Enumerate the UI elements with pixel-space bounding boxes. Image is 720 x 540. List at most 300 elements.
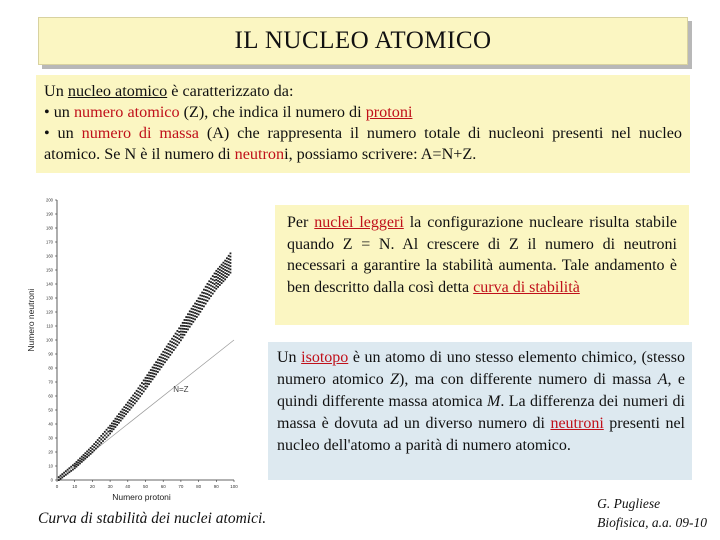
stable-nucleus-point bbox=[215, 285, 217, 287]
y-tick-label: 140 bbox=[46, 281, 53, 287]
stable-nucleus-point bbox=[76, 463, 78, 465]
stable-nucleus-point bbox=[189, 317, 191, 319]
stable-nucleus-point bbox=[215, 282, 217, 284]
footer bbox=[597, 494, 707, 532]
isotope-note-box bbox=[268, 342, 692, 480]
stable-nucleus-point bbox=[180, 334, 182, 336]
stable-nucleus-point bbox=[120, 414, 122, 416]
stable-nucleus-point bbox=[81, 461, 83, 463]
stable-nucleus-point bbox=[84, 458, 86, 460]
stable-nucleus-point bbox=[164, 352, 166, 354]
stable-nucleus-point bbox=[146, 383, 148, 385]
stable-nucleus-point bbox=[120, 420, 122, 422]
stable-nucleus-point bbox=[77, 464, 79, 466]
stable-nucleus-point bbox=[210, 288, 212, 290]
stable-nucleus-point bbox=[130, 407, 132, 409]
stable-nucleus-point bbox=[92, 445, 94, 447]
stable-nucleus-point bbox=[171, 345, 173, 347]
stable-nucleus-point bbox=[207, 293, 209, 295]
stable-nucleus-point bbox=[173, 335, 175, 337]
stable-nucleus-point bbox=[212, 279, 214, 281]
stable-nucleus-point bbox=[143, 391, 145, 393]
stable-nucleus-point bbox=[207, 300, 209, 302]
stable-nucleus-point bbox=[192, 318, 194, 320]
stable-nucleus-point bbox=[168, 350, 170, 352]
stable-nucleus-point bbox=[132, 405, 134, 407]
stable-nucleus-point bbox=[97, 439, 99, 441]
stable-nucleus-point bbox=[199, 311, 201, 313]
stability-chart-svg bbox=[22, 190, 244, 506]
stable-nucleus-point bbox=[123, 406, 125, 408]
stable-nucleus-point bbox=[184, 322, 186, 324]
stable-nucleus-point bbox=[77, 462, 79, 464]
stable-nucleus-point bbox=[185, 331, 187, 333]
stable-nucleus-point bbox=[125, 413, 127, 415]
y-tick-label: 120 bbox=[46, 309, 53, 315]
stable-nucleus-point bbox=[169, 344, 171, 346]
stable-nucleus-point bbox=[205, 296, 207, 298]
stable-nucleus-point bbox=[226, 264, 228, 266]
stable-nucleus-point bbox=[132, 401, 134, 403]
stable-nucleus-point bbox=[99, 437, 101, 439]
text: Per bbox=[287, 214, 315, 231]
stable-nucleus-point bbox=[201, 292, 203, 294]
stable-nucleus-point bbox=[129, 406, 131, 408]
stable-nucleus-point bbox=[130, 397, 132, 399]
stable-nucleus-point bbox=[79, 458, 81, 460]
stable-nucleus-point bbox=[222, 271, 224, 273]
stable-nucleus-point bbox=[212, 275, 214, 277]
stable-nucleus-point bbox=[199, 304, 201, 306]
stable-nucleus-point bbox=[221, 264, 223, 266]
stable-nucleus-point bbox=[109, 433, 111, 435]
stable-nucleus-point bbox=[159, 362, 161, 364]
stable-nucleus-point bbox=[157, 365, 159, 367]
stable-nucleus-point bbox=[169, 340, 171, 342]
stable-nucleus-point bbox=[109, 430, 111, 432]
stable-nucleus-point bbox=[161, 353, 163, 355]
stable-nucleus-point bbox=[68, 471, 70, 473]
symbol-m: M bbox=[487, 393, 501, 410]
stable-nucleus-point bbox=[199, 301, 201, 303]
stable-nucleus-point bbox=[74, 467, 76, 469]
y-tick-label: 80 bbox=[48, 365, 53, 371]
stable-nucleus-point bbox=[150, 375, 152, 377]
stable-nucleus-point bbox=[109, 427, 111, 429]
stable-nucleus-point bbox=[161, 357, 163, 359]
stable-nucleus-point bbox=[118, 419, 120, 421]
x-tick-label: 80 bbox=[196, 484, 202, 489]
stable-nucleus-point bbox=[191, 311, 193, 313]
stable-nucleus-point bbox=[194, 303, 196, 305]
stable-nucleus-point bbox=[93, 443, 95, 445]
stable-nucleus-point bbox=[194, 312, 196, 314]
stable-nucleus-point bbox=[86, 453, 88, 455]
stable-nucleus-point bbox=[201, 305, 203, 307]
stable-nucleus-point bbox=[222, 268, 224, 270]
stable-nucleus-point bbox=[70, 466, 72, 468]
stable-nucleus-point bbox=[139, 395, 141, 397]
stable-nucleus-point bbox=[182, 331, 184, 333]
stable-nucleus-point bbox=[191, 320, 193, 322]
stable-nucleus-point bbox=[136, 390, 138, 392]
term-neutroni-isotope: neutroni bbox=[550, 415, 604, 432]
stable-nucleus-point bbox=[175, 336, 177, 338]
x-tick-label: 30 bbox=[107, 484, 113, 489]
reference-line-label: N=Z bbox=[173, 385, 189, 394]
stable-nucleus-point bbox=[63, 475, 65, 477]
stable-nucleus-point bbox=[208, 280, 210, 282]
stable-nucleus-point bbox=[196, 316, 198, 318]
stable-nucleus-point bbox=[130, 400, 132, 402]
stable-nucleus-point bbox=[222, 265, 224, 267]
stable-nucleus-point bbox=[198, 304, 200, 306]
y-tick-label: 40 bbox=[48, 421, 53, 427]
stable-nucleus-point bbox=[123, 412, 125, 414]
stable-nucleus-point bbox=[230, 269, 232, 271]
stable-nucleus-point bbox=[178, 335, 180, 337]
stable-nucleus-point bbox=[189, 320, 191, 322]
stable-nucleus-point bbox=[217, 271, 219, 273]
stable-nucleus-point bbox=[83, 457, 85, 459]
stable-nucleus-point bbox=[226, 270, 228, 272]
stable-nucleus-point bbox=[208, 287, 210, 289]
page-title: IL NUCLEO ATOMICO bbox=[234, 27, 492, 54]
stable-nucleus-point bbox=[60, 475, 62, 477]
stable-nucleus-point bbox=[138, 398, 140, 400]
y-tick-label: 160 bbox=[46, 253, 53, 259]
chart-caption: Curva di stabilità dei nuclei atomici. bbox=[38, 510, 267, 527]
stable-nucleus-point bbox=[187, 322, 189, 324]
stable-nucleus-point bbox=[221, 270, 223, 272]
stable-nucleus-point bbox=[127, 405, 129, 407]
stable-nucleus-point bbox=[145, 380, 147, 382]
stable-nucleus-point bbox=[148, 383, 150, 385]
stable-nucleus-point bbox=[171, 348, 173, 350]
stable-nucleus-point bbox=[111, 422, 113, 424]
stable-nucleus-point bbox=[192, 315, 194, 317]
y-tick-label: 90 bbox=[48, 351, 53, 357]
stable-nucleus-point bbox=[153, 373, 155, 375]
stable-nucleus-point bbox=[194, 318, 196, 320]
stable-nucleus-point bbox=[97, 442, 99, 444]
text: è caratterizzato da: bbox=[167, 82, 294, 100]
x-tick-label: 90 bbox=[213, 484, 219, 489]
stable-nucleus-point bbox=[143, 383, 145, 385]
stable-nucleus-point bbox=[191, 308, 193, 310]
intro-line-1 bbox=[44, 81, 682, 102]
stable-nucleus-point bbox=[90, 450, 92, 452]
stable-nucleus-point bbox=[217, 286, 219, 288]
stable-nucleus-point bbox=[136, 400, 138, 402]
stable-nucleus-point bbox=[107, 427, 109, 429]
stable-nucleus-point bbox=[228, 268, 230, 270]
stable-nucleus-point bbox=[169, 351, 171, 353]
stable-nucleus-point bbox=[157, 359, 159, 361]
stable-nucleus-point bbox=[155, 370, 157, 372]
stable-nucleus-point bbox=[129, 402, 131, 404]
stable-nucleus-point bbox=[196, 300, 198, 302]
stable-nucleus-point bbox=[212, 289, 214, 291]
stable-nucleus-point bbox=[104, 431, 106, 433]
stable-nucleus-point bbox=[148, 375, 150, 377]
stable-nucleus-point bbox=[60, 478, 62, 480]
stable-nucleus-point bbox=[196, 303, 198, 305]
text: • un bbox=[44, 103, 74, 121]
stable-nucleus-point bbox=[68, 467, 70, 469]
stable-nucleus-point bbox=[122, 412, 124, 414]
term-neutroni: neutron bbox=[234, 145, 285, 163]
stable-nucleus-point bbox=[146, 380, 148, 382]
stable-nucleus-point bbox=[168, 353, 170, 355]
stable-nucleus-point bbox=[138, 387, 140, 389]
stable-nucleus-point bbox=[219, 269, 221, 271]
stable-nucleus-point bbox=[187, 316, 189, 318]
stable-nucleus-point bbox=[228, 264, 230, 266]
stable-nucleus-point bbox=[196, 310, 198, 312]
stable-nucleus-point bbox=[180, 339, 182, 341]
stable-nucleus-point bbox=[79, 460, 81, 462]
stable-nucleus-point bbox=[113, 420, 115, 422]
stable-nucleus-point bbox=[182, 322, 184, 324]
stable-nucleus-point bbox=[116, 424, 118, 426]
stable-nucleus-point bbox=[176, 341, 178, 343]
stable-nucleus-point bbox=[153, 376, 155, 378]
x-tick-label: 50 bbox=[142, 484, 149, 489]
stable-nucleus-point bbox=[205, 286, 207, 288]
stable-nucleus-point bbox=[212, 282, 214, 284]
stable-nucleus-point bbox=[175, 347, 177, 349]
stable-nucleus-point bbox=[115, 418, 117, 420]
stable-nucleus-point bbox=[155, 367, 157, 369]
stable-nucleus-point bbox=[184, 334, 186, 336]
stable-nucleus-point bbox=[162, 364, 164, 366]
stable-nucleus-point bbox=[230, 262, 232, 264]
stable-nucleus-point bbox=[95, 448, 97, 450]
stable-nucleus-point bbox=[215, 270, 217, 272]
stable-nucleus-point bbox=[191, 323, 193, 325]
stable-nucleus-point bbox=[159, 369, 161, 371]
stable-nucleus-point bbox=[198, 297, 200, 299]
stable-nucleus-point bbox=[182, 337, 184, 339]
stable-nucleus-point bbox=[134, 399, 136, 401]
stable-nucleus-point bbox=[226, 273, 228, 275]
stable-nucleus-point bbox=[159, 356, 161, 358]
stable-nucleus-point bbox=[210, 295, 212, 297]
stable-nucleus-point bbox=[164, 361, 166, 363]
stable-nucleus-point bbox=[175, 333, 177, 335]
stable-nucleus-point bbox=[152, 378, 154, 380]
stable-nucleus-point bbox=[125, 404, 127, 406]
stable-nucleus-point bbox=[150, 372, 152, 374]
stable-nucleus-point bbox=[72, 464, 74, 466]
stable-nucleus-point bbox=[203, 289, 205, 291]
stable-nucleus-point bbox=[93, 450, 95, 452]
stable-nucleus-point bbox=[145, 383, 147, 385]
stable-nucleus-point bbox=[164, 355, 166, 357]
stable-nucleus-point bbox=[203, 292, 205, 294]
stable-nucleus-point bbox=[219, 278, 221, 280]
stable-nucleus-point bbox=[136, 397, 138, 399]
stable-nucleus-point bbox=[143, 380, 145, 382]
text: la configurazione nucleare risulta stabile quando Z = N. Al crescere di Z il numero di neutroni necessari a garantire la stabilità aumenta. Tale andamento è ben descritto dalla così detta bbox=[287, 214, 678, 296]
stable-nucleus-point bbox=[230, 265, 232, 267]
stable-nucleus-point bbox=[178, 338, 180, 340]
stable-nucleus-point bbox=[88, 449, 90, 451]
stable-nucleus-point bbox=[115, 423, 117, 425]
stable-nucleus-point bbox=[111, 428, 113, 430]
x-tick-label: 40 bbox=[125, 484, 131, 489]
stable-nucleus-point bbox=[92, 451, 94, 453]
stable-nucleus-point bbox=[139, 385, 141, 387]
stable-nucleus-point bbox=[184, 319, 186, 321]
x-tick-label: 60 bbox=[160, 484, 166, 489]
stable-nucleus-point bbox=[221, 279, 223, 281]
text: Un bbox=[44, 82, 68, 100]
stable-nucleus-point bbox=[107, 434, 109, 436]
stable-nucleus-point bbox=[67, 473, 69, 475]
stable-nucleus-point bbox=[152, 366, 154, 368]
stable-nucleus-point bbox=[159, 365, 161, 367]
stable-nucleus-point bbox=[58, 479, 60, 481]
stable-nucleus-point bbox=[84, 452, 86, 454]
y-tick-label: 20 bbox=[48, 449, 53, 455]
stable-nucleus-point bbox=[182, 325, 184, 327]
stable-nucleus-point bbox=[217, 283, 219, 285]
term-protoni: protoni bbox=[365, 103, 413, 121]
stable-nucleus-point bbox=[194, 315, 196, 317]
stable-nucleus-point bbox=[88, 455, 90, 457]
stable-nucleus-point bbox=[138, 391, 140, 393]
stable-nucleus-point bbox=[189, 323, 191, 325]
stable-nucleus-point bbox=[90, 453, 92, 455]
stable-nucleus-point bbox=[175, 340, 177, 342]
stable-nucleus-point bbox=[217, 280, 219, 282]
stable-nucleus-point bbox=[191, 317, 193, 319]
stable-nucleus-point bbox=[224, 266, 226, 268]
term-numero-atomico: numero atomico bbox=[73, 103, 180, 121]
stable-nucleus-point bbox=[130, 403, 132, 405]
y-tick-label: 190 bbox=[46, 211, 53, 217]
stable-nucleus-point bbox=[146, 374, 148, 376]
stable-nucleus-point bbox=[118, 416, 120, 418]
stable-nucleus-point bbox=[207, 297, 209, 299]
text: (A) che rappresenta il numero totale di nucleoni presenti nel nucleo atomico. Se N è il numero di bbox=[44, 124, 682, 163]
y-tick-label: 0 bbox=[50, 477, 53, 483]
stable-nucleus-point bbox=[226, 276, 228, 278]
stable-nucleus-point bbox=[201, 298, 203, 300]
stable-nucleus-point bbox=[123, 415, 125, 417]
stable-nucleus-point bbox=[212, 293, 214, 295]
stable-nucleus-point bbox=[155, 361, 157, 363]
stable-nucleus-point bbox=[132, 398, 134, 400]
stable-nucleus-point bbox=[199, 308, 201, 310]
y-tick-label: 110 bbox=[46, 323, 53, 329]
stable-nucleus-point bbox=[155, 364, 157, 366]
stable-nucleus-point bbox=[141, 393, 143, 395]
intro-line-2 bbox=[44, 102, 682, 123]
stable-nucleus-point bbox=[148, 372, 150, 374]
stable-nucleus-point bbox=[192, 305, 194, 307]
stable-nucleus-point bbox=[139, 388, 141, 390]
y-tick-label: 70 bbox=[48, 379, 53, 385]
stable-nucleus-point bbox=[70, 470, 72, 472]
stable-nucleus-point bbox=[230, 259, 232, 261]
stable-nucleus-point bbox=[185, 322, 187, 324]
stable-nucleus-point bbox=[176, 334, 178, 336]
stable-nucleus-point bbox=[107, 431, 109, 433]
stable-nucleus-point bbox=[150, 381, 152, 383]
text: Un bbox=[277, 349, 302, 366]
stable-nucleus-point bbox=[157, 371, 159, 373]
text: , e quindi differente massa atomica bbox=[277, 371, 685, 410]
x-axis-label: Numero protoni bbox=[112, 492, 171, 502]
stable-nucleus-point bbox=[65, 470, 67, 472]
stable-nucleus-point bbox=[169, 354, 171, 356]
stable-nucleus-point bbox=[205, 299, 207, 301]
intro-box bbox=[36, 75, 690, 173]
stable-nucleus-point bbox=[95, 441, 97, 443]
stable-nucleus-point bbox=[97, 446, 99, 448]
stable-nucleus-point bbox=[207, 290, 209, 292]
stable-nucleus-point bbox=[143, 387, 145, 389]
stable-nucleus-point bbox=[104, 438, 106, 440]
stable-nucleus-point bbox=[162, 361, 164, 363]
stable-nucleus-point bbox=[162, 351, 164, 353]
stable-nucleus-point bbox=[187, 325, 189, 327]
stable-nucleus-point bbox=[208, 284, 210, 286]
footer-author: G. Pugliese bbox=[597, 496, 661, 511]
stable-nucleus-point bbox=[152, 375, 154, 377]
stable-nucleus-point bbox=[178, 342, 180, 344]
stable-nucleus-point bbox=[224, 278, 226, 280]
stable-nucleus-point bbox=[168, 346, 170, 348]
text: presenti nel nucleo dell'atomo a parità di numero atomico. bbox=[277, 415, 685, 454]
x-tick-label: 70 bbox=[178, 484, 184, 489]
stable-nucleus-point bbox=[176, 337, 178, 339]
stable-nucleus-point bbox=[100, 435, 102, 437]
stable-nucleus-point bbox=[106, 429, 108, 431]
intro-line-3 bbox=[44, 123, 682, 165]
stable-nucleus-point bbox=[224, 263, 226, 265]
stable-nucleus-point bbox=[210, 292, 212, 294]
stable-nucleus-point bbox=[118, 422, 120, 424]
stable-nucleus-point bbox=[178, 327, 180, 329]
stable-nucleus-point bbox=[109, 425, 111, 427]
stable-nucleus-point bbox=[198, 310, 200, 312]
stable-nucleus-point bbox=[148, 377, 150, 379]
y-tick-label: 170 bbox=[46, 239, 53, 245]
x-tick-label: 20 bbox=[89, 484, 95, 489]
stable-nucleus-point bbox=[166, 349, 168, 351]
stable-nucleus-point bbox=[230, 272, 232, 274]
stable-nucleus-point bbox=[184, 328, 186, 330]
stable-nucleus-point bbox=[224, 269, 226, 271]
stable-nucleus-point bbox=[230, 256, 232, 258]
stable-nucleus-point bbox=[184, 331, 186, 333]
stable-nucleus-point bbox=[210, 278, 212, 280]
stable-nucleus-point bbox=[168, 343, 170, 345]
title-banner bbox=[38, 17, 688, 65]
stable-nucleus-point bbox=[201, 302, 203, 304]
y-tick-label: 180 bbox=[46, 225, 53, 231]
stable-nucleus-point bbox=[171, 352, 173, 354]
stable-nucleus-point bbox=[214, 287, 216, 289]
stable-nucleus-point bbox=[230, 252, 232, 254]
y-tick-label: 100 bbox=[46, 337, 53, 343]
stable-nucleus-point bbox=[198, 307, 200, 309]
stable-nucleus-point bbox=[207, 286, 209, 288]
